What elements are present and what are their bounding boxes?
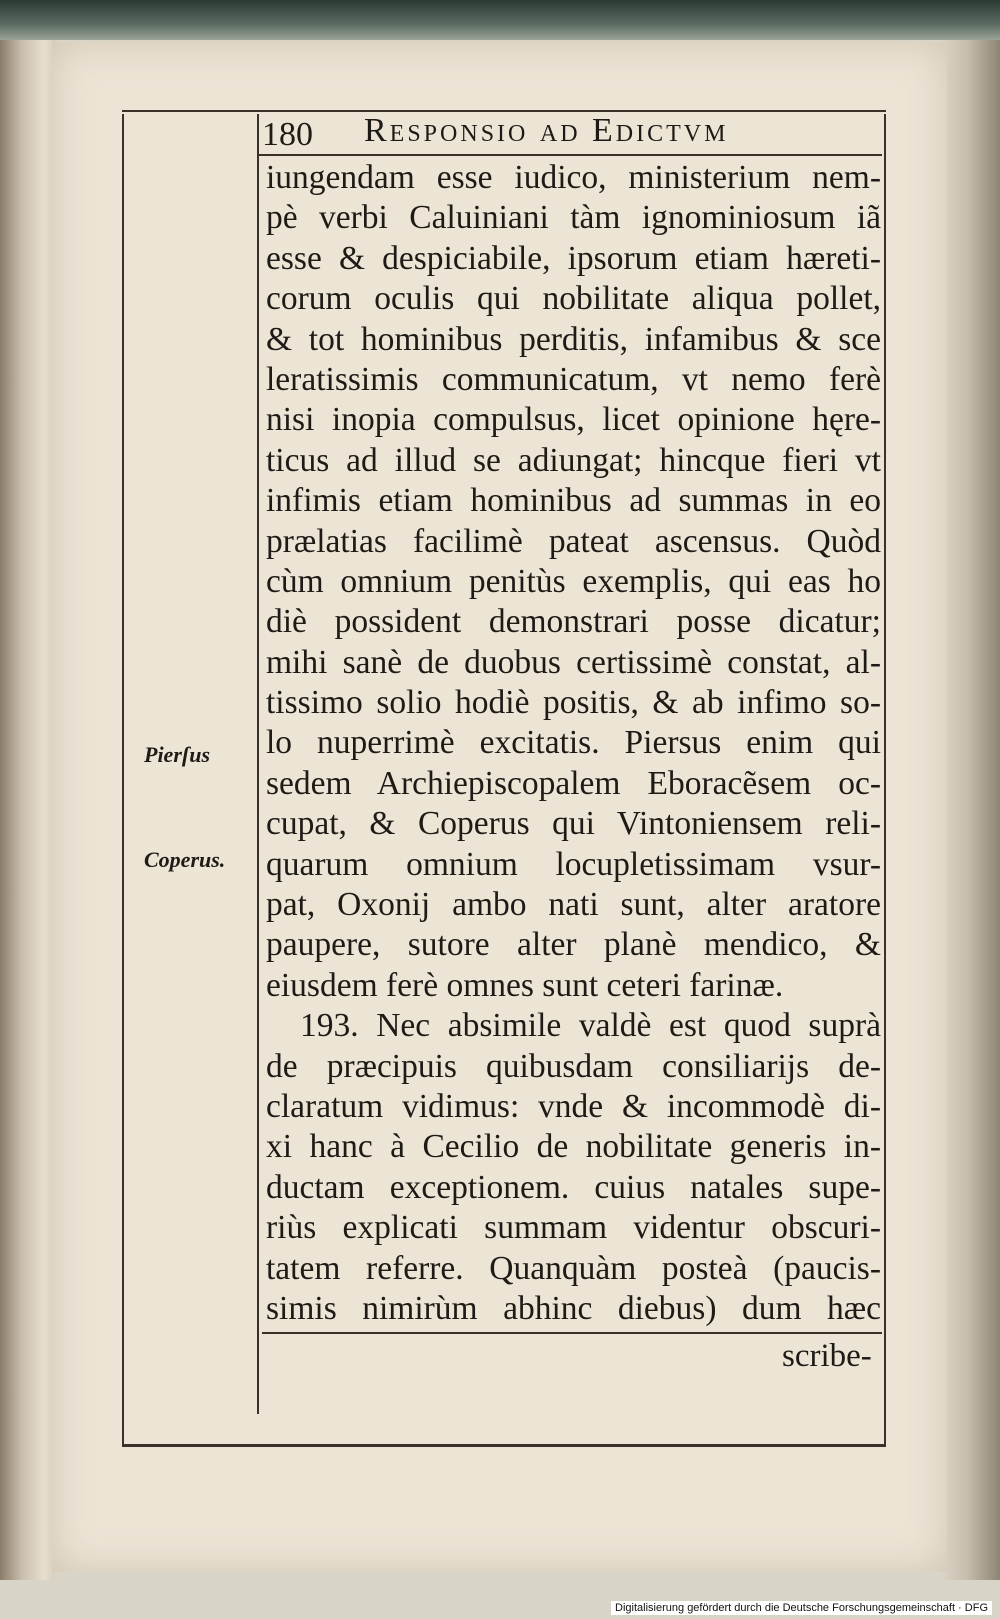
book-page xyxy=(52,42,947,1572)
text-line: iungendam esse iudico, ministerium nem- xyxy=(266,159,881,196)
head-rule xyxy=(257,154,882,156)
text-line: tissimo solio hodiè positis, & ab infimo so- xyxy=(266,684,881,722)
text-line: quarum omnium locupletissimam vsur- xyxy=(266,845,881,883)
body-text xyxy=(266,158,881,1329)
scan-background-top xyxy=(0,0,1000,40)
text-line: nisi inopia compulsus, licet opinione hęre- xyxy=(266,401,881,439)
text-line: cùm omnium penitùs exemplis, qui eas ho xyxy=(266,562,881,600)
text-line: mihi sanè de duobus certissimè constat, al- xyxy=(266,643,881,681)
text-line: ticus ad illud se adiungat; hincque fieri vt xyxy=(266,441,881,479)
text-line: eiusdem ferè omnes sunt ceteri farinæ. xyxy=(266,966,784,1004)
text-line: corum oculis qui nobilitate aliqua pollet, xyxy=(266,280,881,318)
text-line: leratissimis communicatum, vt nemo ferè xyxy=(266,360,881,398)
text-line: & tot hominibus perditis, infamibus & sce xyxy=(266,320,881,358)
marginal-note-coperus: Coperus. xyxy=(144,847,226,872)
text-line: prælatias facilimè pateat ascensus. Quòd xyxy=(266,522,881,560)
text-line: ductam exceptionem. cuius natales supe- xyxy=(266,1168,881,1206)
text-line: infimis etiam hominibus ad summas in eo xyxy=(266,482,881,520)
text-line: tatem referre. Quanquàm posteà (paucis- xyxy=(266,1249,881,1287)
text-line: xi hanc à Cecilio de nobilitate generis in- xyxy=(266,1128,881,1166)
book-edge-left xyxy=(0,40,55,1580)
margin-rule xyxy=(257,114,259,1414)
book-edge-right xyxy=(945,40,1000,1580)
text-line: esse & despiciabile, ipsorum etiam hæreti- xyxy=(266,239,881,277)
text-line: de præcipuis quibusdam consiliarijs de- xyxy=(266,1047,881,1085)
page-number: 180 xyxy=(262,116,313,153)
text-line: 193. Nec absimile valdè est quod suprà xyxy=(300,1007,881,1045)
text-line: sedem Archiepiscopalem Eboracẽsem oc- xyxy=(266,764,881,802)
running-head: Responsio ad Edictvm xyxy=(364,112,729,149)
marginal-note-piersus: Pierſus xyxy=(144,742,210,767)
text-line: claratum vidimus: vnde & incommodè di- xyxy=(266,1087,881,1125)
text-line: riùs explicati summam videntur obscuri- xyxy=(266,1209,881,1247)
digitization-credit: Digitalisierung gefördert durch die Deutsche Forschungsgemeinschaft · DFG xyxy=(611,1601,992,1615)
text-line: lo nuperrimè excitatis. Piersus enim qui xyxy=(266,724,881,762)
catchword: scribe- xyxy=(782,1338,872,1374)
bottom-rule xyxy=(262,1332,882,1334)
text-line: pat, Oxonij ambo nati sunt, alter aratore xyxy=(266,886,881,924)
text-line: diè possident demonstrari posse dicatur; xyxy=(266,603,881,641)
text-line: cupat, & Coperus qui Vintoniensem reli- xyxy=(266,805,881,843)
text-line: pè verbi Caluiniani tàm ignominiosum iã xyxy=(266,199,881,237)
text-line: simis nimirùm abhinc diebus) dum hæc xyxy=(266,1289,881,1327)
text-line: paupere, sutore alter planè mendico, & xyxy=(266,926,881,964)
